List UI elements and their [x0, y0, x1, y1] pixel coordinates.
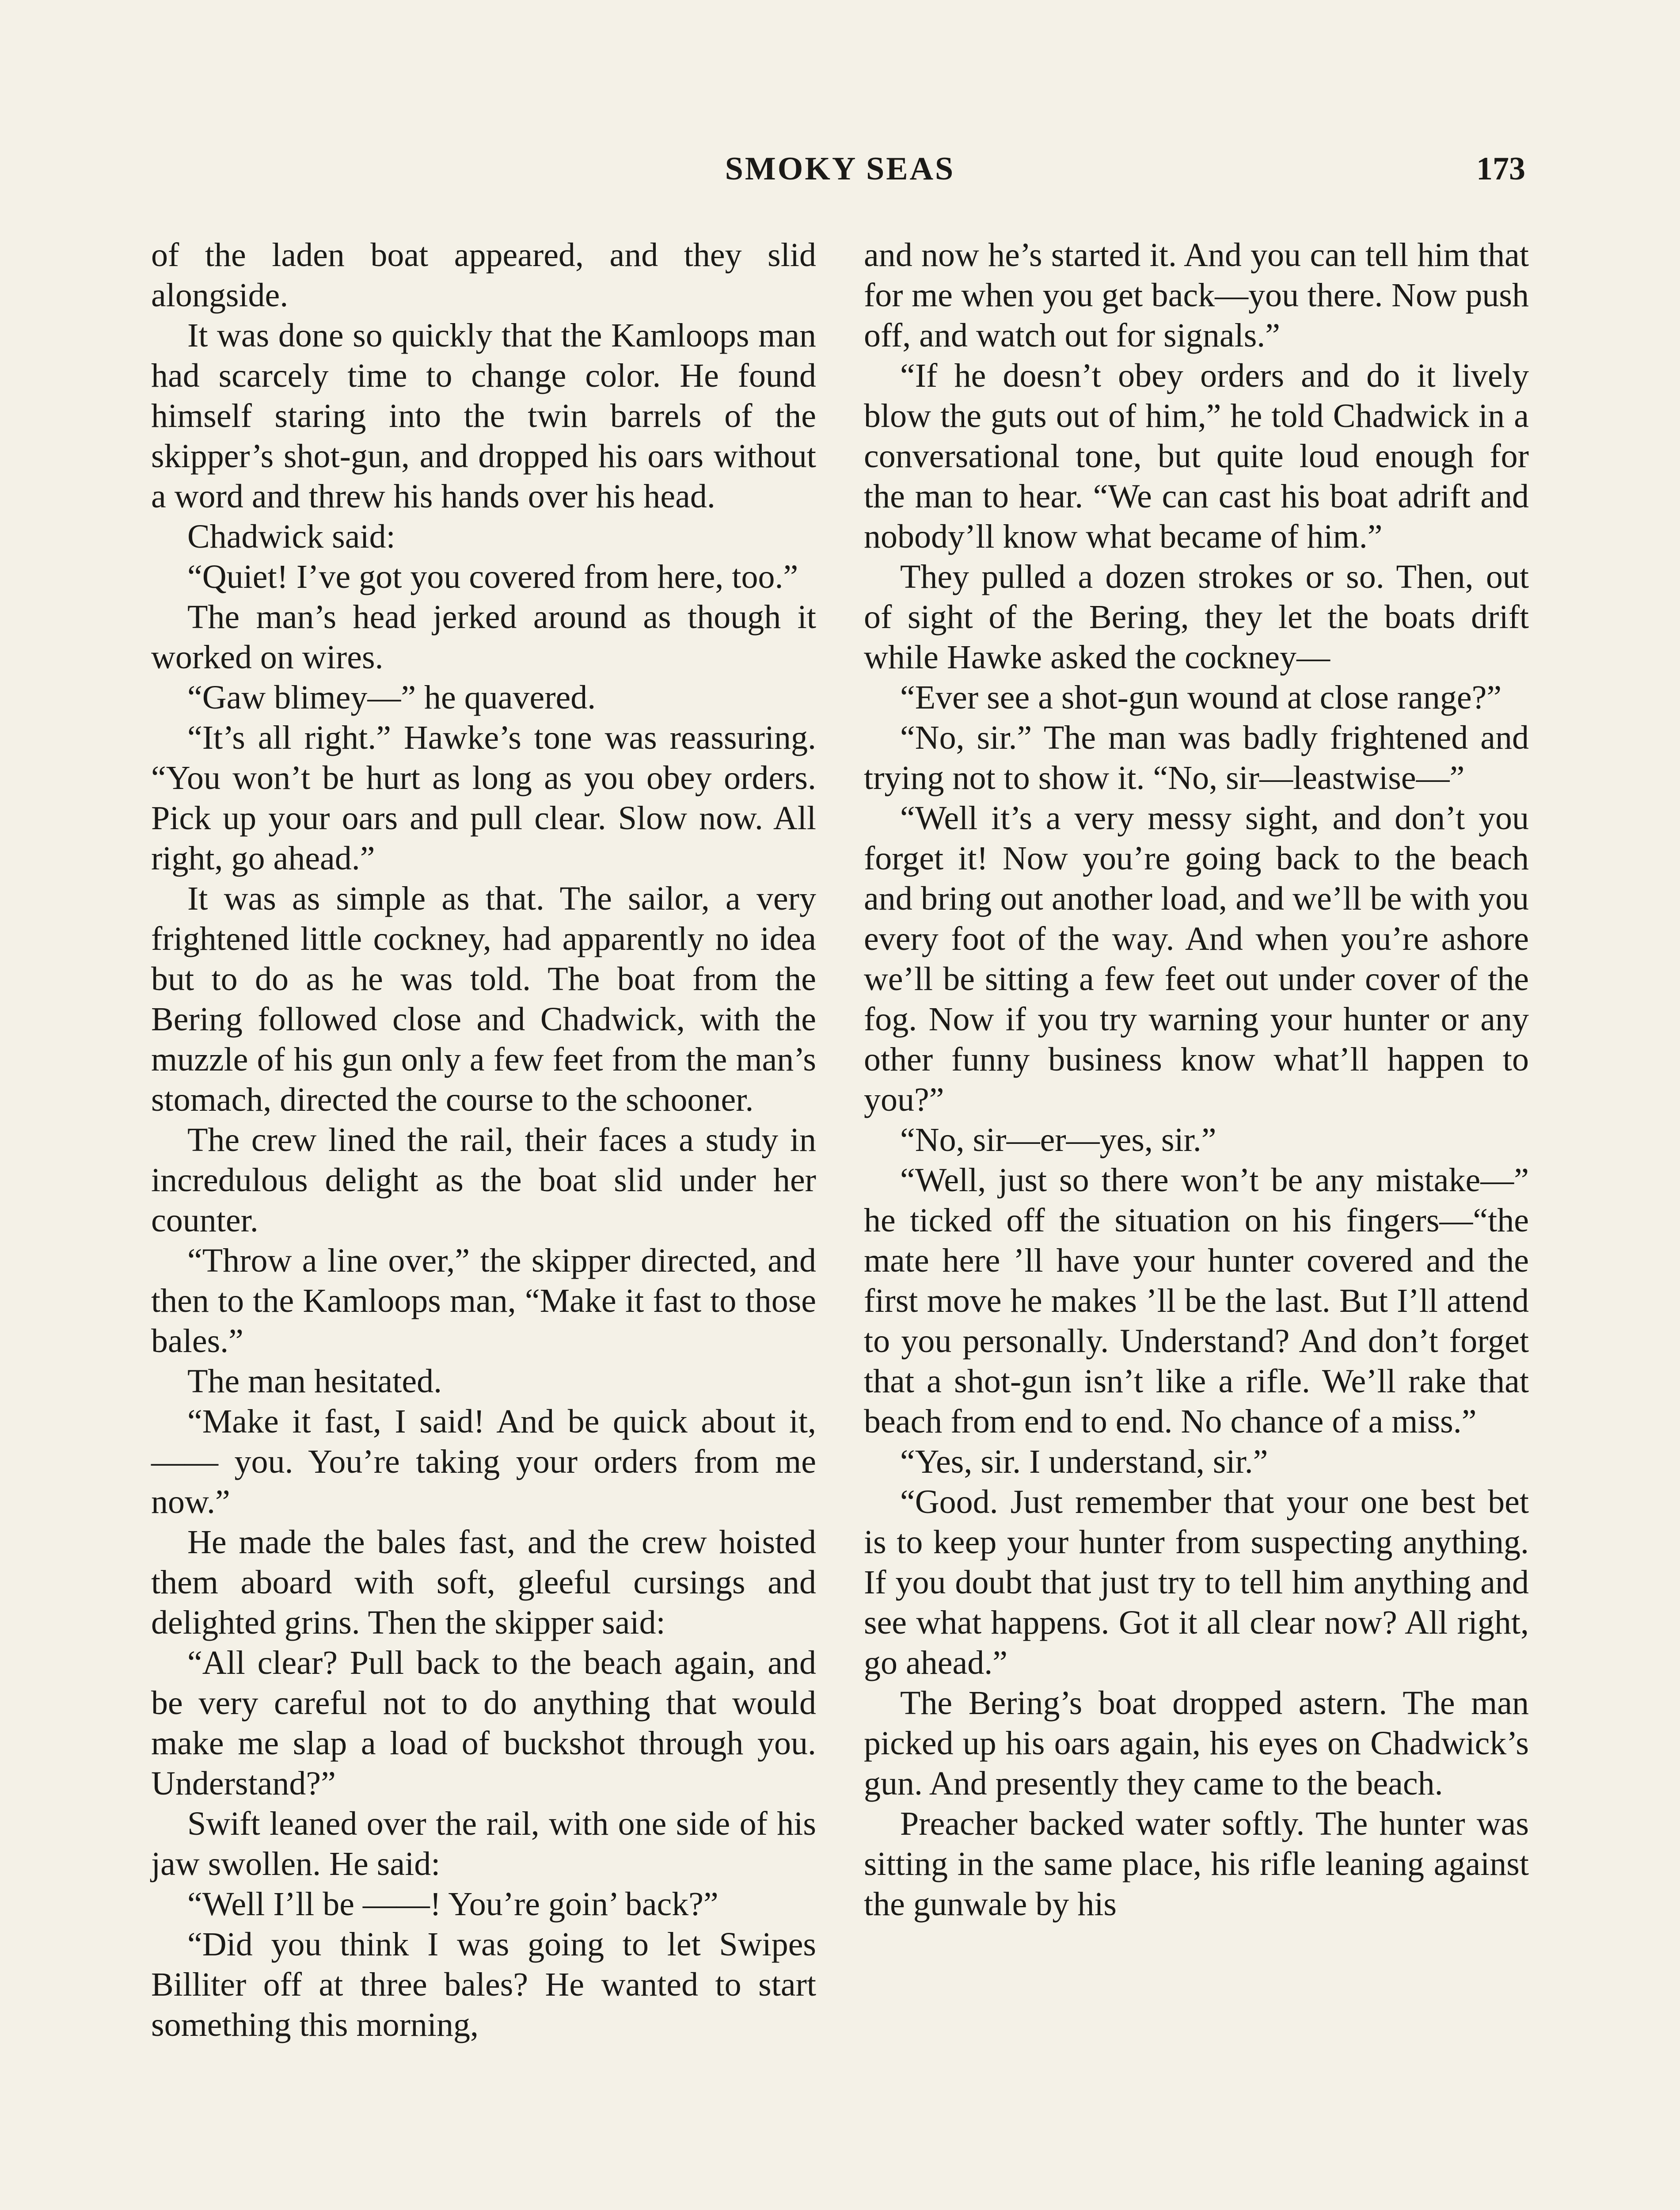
paragraph: “Gaw blimey—” he quavered. [187, 679, 596, 716]
page-number: 173 [1476, 151, 1525, 187]
paragraph: “Good. Just remember that your one best bet is to keep your hunter from suspecting anything. If you doubt that just try to tell him anything and see what happens. Got it all clear now? All right, go ahead.” [864, 1483, 1529, 1681]
paragraph: “Well, just so there won’t be any mistake—” he ticked off the situation on his fingers—“the mate here ’ll have your hunter covered and the first move he makes ’ll be the last. But I’ll attend to you personally. Understand? And don’t forget that a shot-gun isn’t like a rifle. We’ll rake that beach from end to end. No chance of a miss.” [864, 1162, 1529, 1440]
paragraph: Swift leaned over the rail, with one side of his jaw swollen. He said: [151, 1805, 816, 1882]
paragraph: Chadwick said: [187, 518, 395, 555]
paragraph: “No, sir—er—yes, sir.” [900, 1121, 1216, 1158]
paragraph: “It’s all right.” Hawke’s tone was reassuring. “You won’t be hurt as long as you obey orders. Pick up your oars and pull clear. Slow now. All right, go ahead.” [151, 719, 816, 877]
paragraph: It was as simple as that. The sailor, a very frightened little cockney, had apparently no idea but to do as he was told. The boat from the Bering followed close and Chadwick, with the muzzle of his gun only a few feet from the man’s stomach, directed the course to the schooner. [151, 880, 816, 1118]
paragraph: “Did you think I was going to let Swipes Billiter off at three bales? He wanted to start something this morning, [151, 1926, 816, 2043]
paragraph: The man’s head jerked around as though it worked on wires. [151, 598, 816, 676]
paragraph: “Ever see a shot-gun wound at close range?” [900, 679, 1502, 716]
left-text-column [151, 235, 816, 2045]
running-head-title: SMOKY SEAS [725, 151, 955, 187]
paragraph: It was done so quickly that the Kamloops man had scarcely time to change color. He found himself staring into the twin barrels of the skipper’s shot-gun, and dropped his oars without a word and threw his hands over his head. [151, 317, 816, 515]
paragraph: “If he doesn’t obey orders and do it lively blow the guts out of him,” he told Chadwick in a conversational tone, but quite loud enough for the man to hear. “We can cast his boat adrift and nobody’ll know what became of him.” [864, 357, 1529, 555]
right-text-column [864, 235, 1529, 1924]
paragraph: “Make it fast, I said! And be quick about it, —— you. You’re taking your orders from me now.” [151, 1403, 816, 1520]
paragraph: “All clear? Pull back to the beach again, and be very careful not to do anything that would make me slap a load of buckshot through you. Understand?” [151, 1644, 816, 1802]
paragraph: “Well I’ll be ——! You’re goin’ back?” [187, 1886, 718, 1923]
paragraph: “Well it’s a very messy sight, and don’t you forget it! Now you’re going back to the beach and bring out another load, and we’ll be with you every foot of the way. And when you’re ashore we’ll be sitting a few feet out under cover of the fog. Now if you try warning your hunter or any other funny business know what’ll happen to you?” [864, 800, 1529, 1118]
paragraph: He made the bales fast, and the crew hoisted them aboard with soft, gleeful cursings and delighted grins. Then the skipper said: [151, 1524, 816, 1641]
paragraph: They pulled a dozen strokes or so. Then, out of sight of the Bering, they let the boats drift while Hawke asked the cockney— [864, 558, 1529, 676]
paragraph: The Bering’s boat dropped astern. The man picked up his oars again, his eyes on Chadwick’s gun. And presently they came to the beach. [864, 1684, 1529, 1802]
paragraph: of the laden boat appeared, and they slid alongside. [151, 236, 816, 314]
paragraph: The man hesitated. [187, 1363, 442, 1400]
paragraph: “Throw a line over,” the skipper directed, and then to the Kamloops man, “Make it fast to those bales.” [151, 1242, 816, 1360]
paragraph: “Quiet! I’ve got you covered from here, too.” [187, 558, 798, 595]
paragraph: Preacher backed water softly. The hunter was sitting in the same place, his rifle leaning against the gunwale by his [864, 1805, 1529, 1923]
paragraph: “No, sir.” The man was badly frightened and trying not to show it. “No, sir—leastwise—” [864, 719, 1529, 796]
paragraph: and now he’s started it. And you can tell him that for me when you get back—you there. Now push off, and watch out for signals.” [864, 236, 1529, 354]
paragraph: The crew lined the rail, their faces a study in incredulous delight as the boat slid under her counter. [151, 1121, 816, 1239]
paragraph: “Yes, sir. I understand, sir.” [900, 1443, 1268, 1480]
